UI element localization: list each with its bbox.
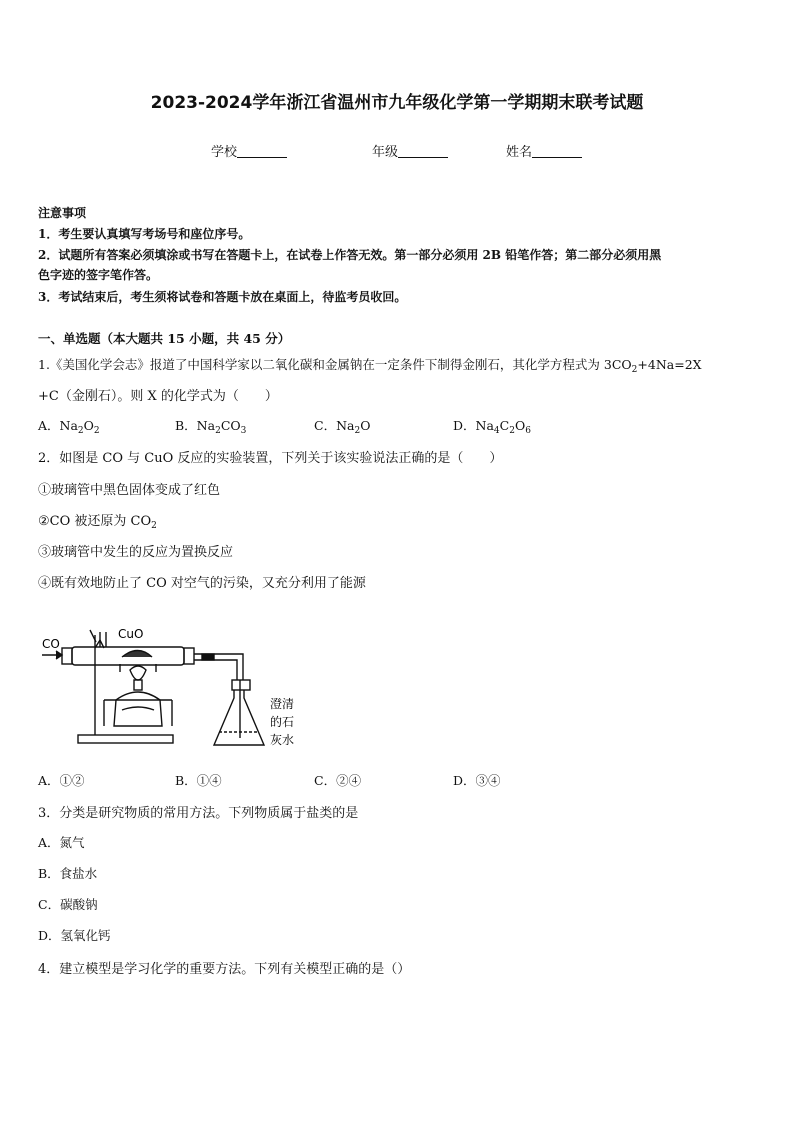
lamp-neck [134, 680, 142, 690]
q1-option-b[interactable]: B．$Na_2CO_3$ [175, 418, 247, 436]
limewater-label-1: 澄清 [270, 697, 295, 711]
q2-option-d[interactable]: D．③④ [453, 773, 501, 788]
q2-statement-2: ②CO 被还原为 $CO_2$ [38, 514, 157, 531]
cuo-solid [122, 651, 152, 658]
q2-option-b[interactable]: B．①④ [175, 773, 222, 788]
q3-option-b[interactable]: B．食盐水 [38, 866, 98, 881]
name-blank[interactable] [532, 145, 582, 158]
right-stopper [184, 648, 194, 664]
notes-heading: 注意事项 [38, 206, 87, 220]
co-label: CO [42, 637, 60, 651]
q1-option-d[interactable]: D．$Na_4C_2O_6$ [453, 418, 531, 436]
q2-statement-3: ③玻璃管中发生的反应为置换反应 [38, 545, 234, 560]
note-item: 色字迹的签字笔作答。 [38, 268, 159, 282]
note-item: 2．试题所有答案必须填涂或书写在答题卡上，在试卷上作答无效。第一部分必须用 2B 铅笔作答；第二部分必须用黑 [38, 248, 662, 262]
q1-option-a[interactable]: A．$Na_2O_2$ [38, 418, 100, 436]
q4-stem: 4．建立模型是学习化学的重要方法。下列有关模型正确的是（） [38, 962, 411, 977]
q2-statement-4: ④既有效地防止了 CO 对空气的污染，又充分利用了能源 [38, 576, 366, 591]
section-heading: 一、单选题（本大题共 15 小题，共 45 分） [38, 331, 291, 346]
q1-line2: +C（金刚石）。则 X 的化学式为（ ） [38, 389, 278, 404]
flame [130, 666, 146, 680]
cuo-label: CuO [118, 627, 144, 641]
grade-field[interactable] [372, 141, 448, 160]
left-stopper [62, 648, 72, 664]
school-blank[interactable] [237, 145, 287, 158]
q3-stem: 3．分类是研究物质的常用方法。下列物质属于盐类的是 [38, 806, 359, 821]
grade-blank[interactable] [398, 145, 448, 158]
school-field[interactable] [211, 141, 287, 160]
q1-line1: 1.《美国化学会志》报道了中国科学家以二氧化碳和金属钠在一定条件下制得金刚石，其化学方程式为 $3CO_2+4Na=2X$ [38, 357, 702, 375]
stand-base [78, 735, 173, 743]
name-field[interactable] [506, 141, 582, 160]
q3-option-c[interactable]: C．碳酸钠 [38, 897, 98, 912]
q2-option-a[interactable]: A．①② [38, 773, 85, 788]
school-label: 学校 [211, 145, 238, 160]
limewater-label-2: 的石 [270, 715, 295, 729]
conical-flask [214, 690, 264, 745]
alcohol-lamp [114, 692, 162, 726]
q2-option-c[interactable]: C．②④ [314, 773, 362, 788]
name-label: 姓名 [506, 145, 533, 160]
note-item: 1．考生要认真填写考场号和座位序号。 [38, 227, 251, 241]
q3-option-d[interactable]: D．氢氧化钙 [38, 928, 111, 943]
flask-stopper [232, 680, 250, 690]
q3-option-a[interactable]: A．氮气 [38, 835, 85, 850]
limewater-label-3: 灰水 [270, 733, 295, 747]
page-title: 2023-2024学年浙江省温州市九年级化学第一学期期末联考试题 [150, 93, 644, 113]
q1-option-c[interactable]: C．$Na_2O$ [314, 418, 371, 436]
grade-label: 年级 [372, 145, 399, 160]
q2-statement-1: ①玻璃管中黑色固体变成了红色 [38, 483, 221, 498]
co-cuo-apparatus-figure [38, 600, 308, 760]
note-item: 3．考试结束后，考生须将试卷和答题卡放在桌面上，待监考员收回。 [38, 290, 407, 304]
q2-stem: 2．如图是 CO 与 CuO 反应的实验装置，下列关于该实验说法正确的是（ ） [38, 451, 503, 466]
